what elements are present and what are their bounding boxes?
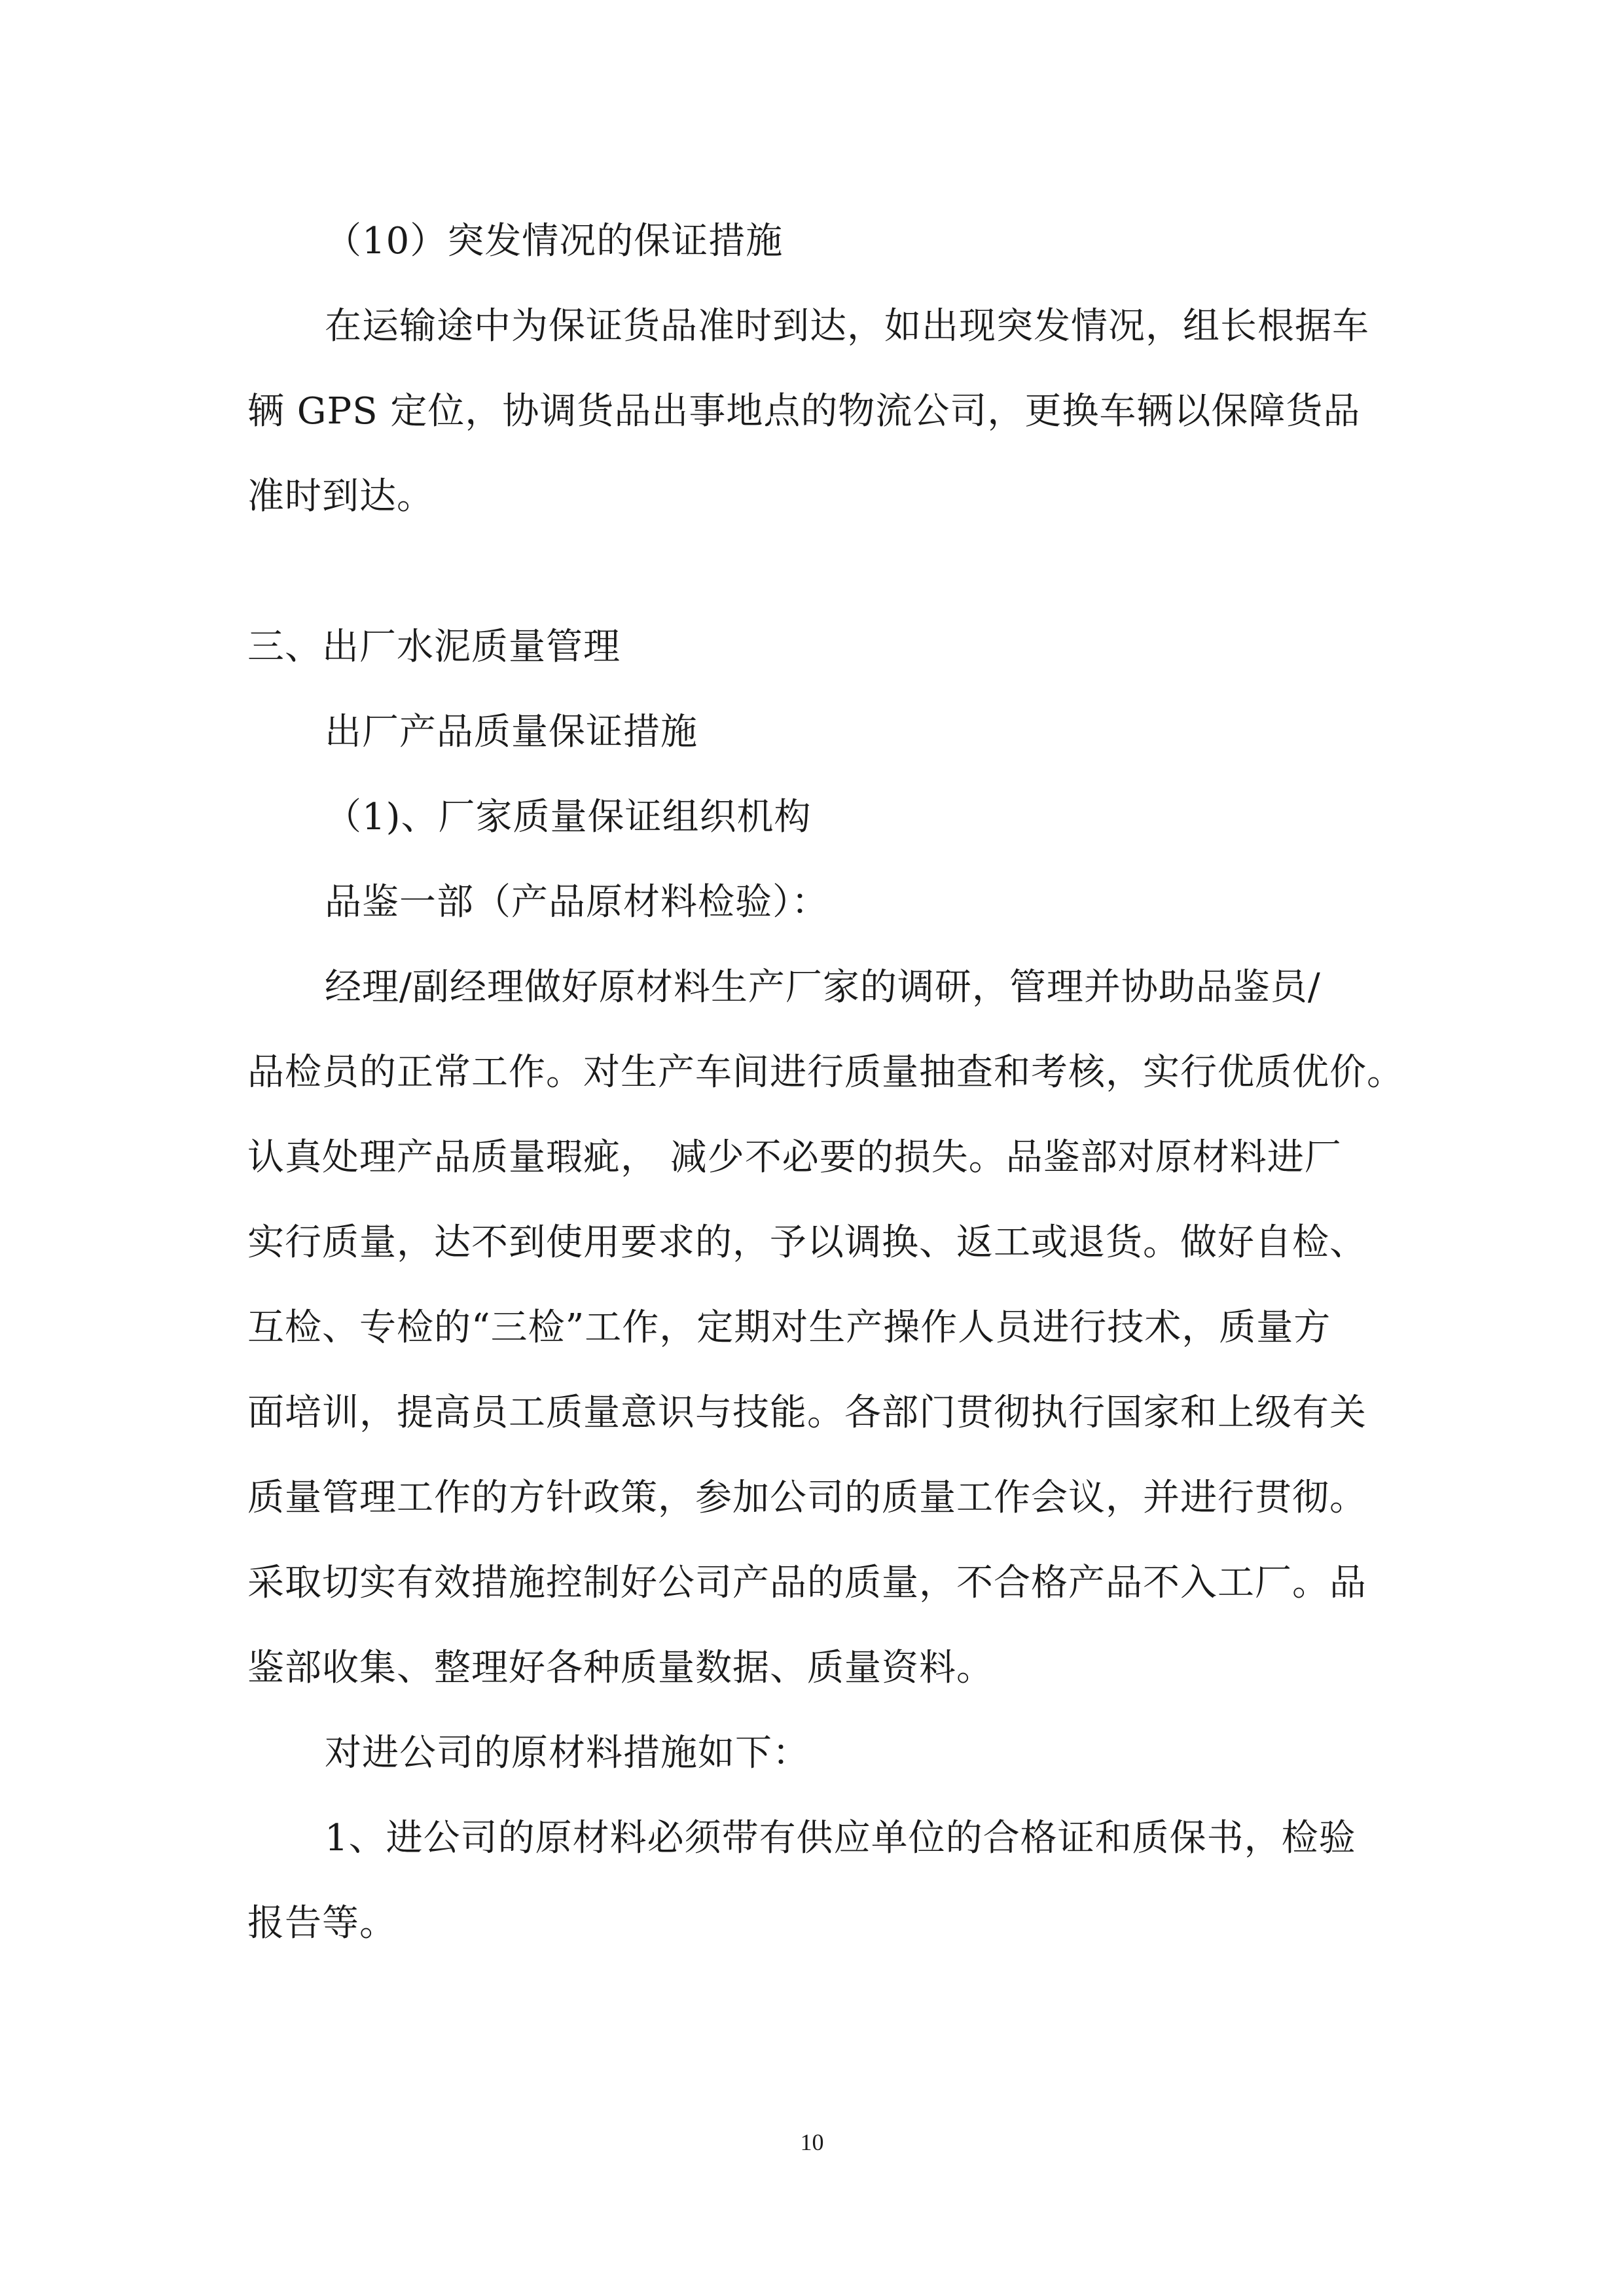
dept-paragraph-line: 品检员的正常工作。对生产车间进行质量抽查和考核，实行优质优价。: [247, 1051, 1404, 1094]
dept-paragraph-line: 质量管理工作的方针政策，参加公司的质量工作会议，并进行贯彻。: [247, 1477, 1367, 1519]
section-10: [247, 199, 1386, 539]
section-3: [247, 605, 1404, 1966]
section-3-subheading: 出厂产品质量保证措施: [325, 711, 698, 753]
page-number: 10: [800, 2129, 824, 2155]
dept-title: 品鉴一部（产品原材料检验）：: [325, 881, 829, 924]
dept-paragraph-line: 经理/副经理做好原材料生产厂家的调研，管理并协助品鉴员/: [325, 966, 1321, 1009]
measure-1-line: 1、进公司的原材料必须带有供应单位的合格证和质保书，检验: [325, 1817, 1356, 1859]
section-10-heading: （10）突发情况的保证措施: [325, 220, 784, 262]
dept-paragraph-line: 面培训，提高员工质量意识与技能。各部门贯彻执行国家和上级有关: [247, 1391, 1367, 1434]
section-10-paragraph-line: 准时到达。: [247, 475, 434, 518]
dept-paragraph-line: 采取切实有效措施控制好公司产品的质量，不合格产品不入工厂。品: [247, 1562, 1367, 1604]
dept-paragraph-line: 互检、专检的“三检”工作，定期对生产操作人员进行技术，质量方: [247, 1306, 1331, 1349]
dept-paragraph-line: 鉴部收集、整理好各种质量数据、质量资料。: [247, 1647, 994, 1689]
measure-1-line: 报告等。: [247, 1902, 397, 1945]
section-3-heading: 三、出厂水泥质量管理: [247, 626, 621, 668]
section-10-paragraph-line: 辆 GPS 定位，协调货品出事地点的物流公司，更换车辆以保障货品: [247, 390, 1361, 433]
item-1-heading: （1)、厂家质量保证组织机构: [325, 796, 812, 838]
dept-paragraph-line: 实行质量，达不到使用要求的，予以调换、返工或退货。做好自检、: [247, 1221, 1367, 1264]
section-10-paragraph-line: 在运输途中为保证货品准时到达，如出现突发情况，组长根据车: [325, 305, 1369, 348]
dept-paragraph-line: 认真处理产品质量瑕疵， 减少不必要的损失。品鉴部对原材料进厂: [247, 1136, 1342, 1179]
measures-intro: 对进公司的原材料措施如下：: [325, 1732, 810, 1774]
